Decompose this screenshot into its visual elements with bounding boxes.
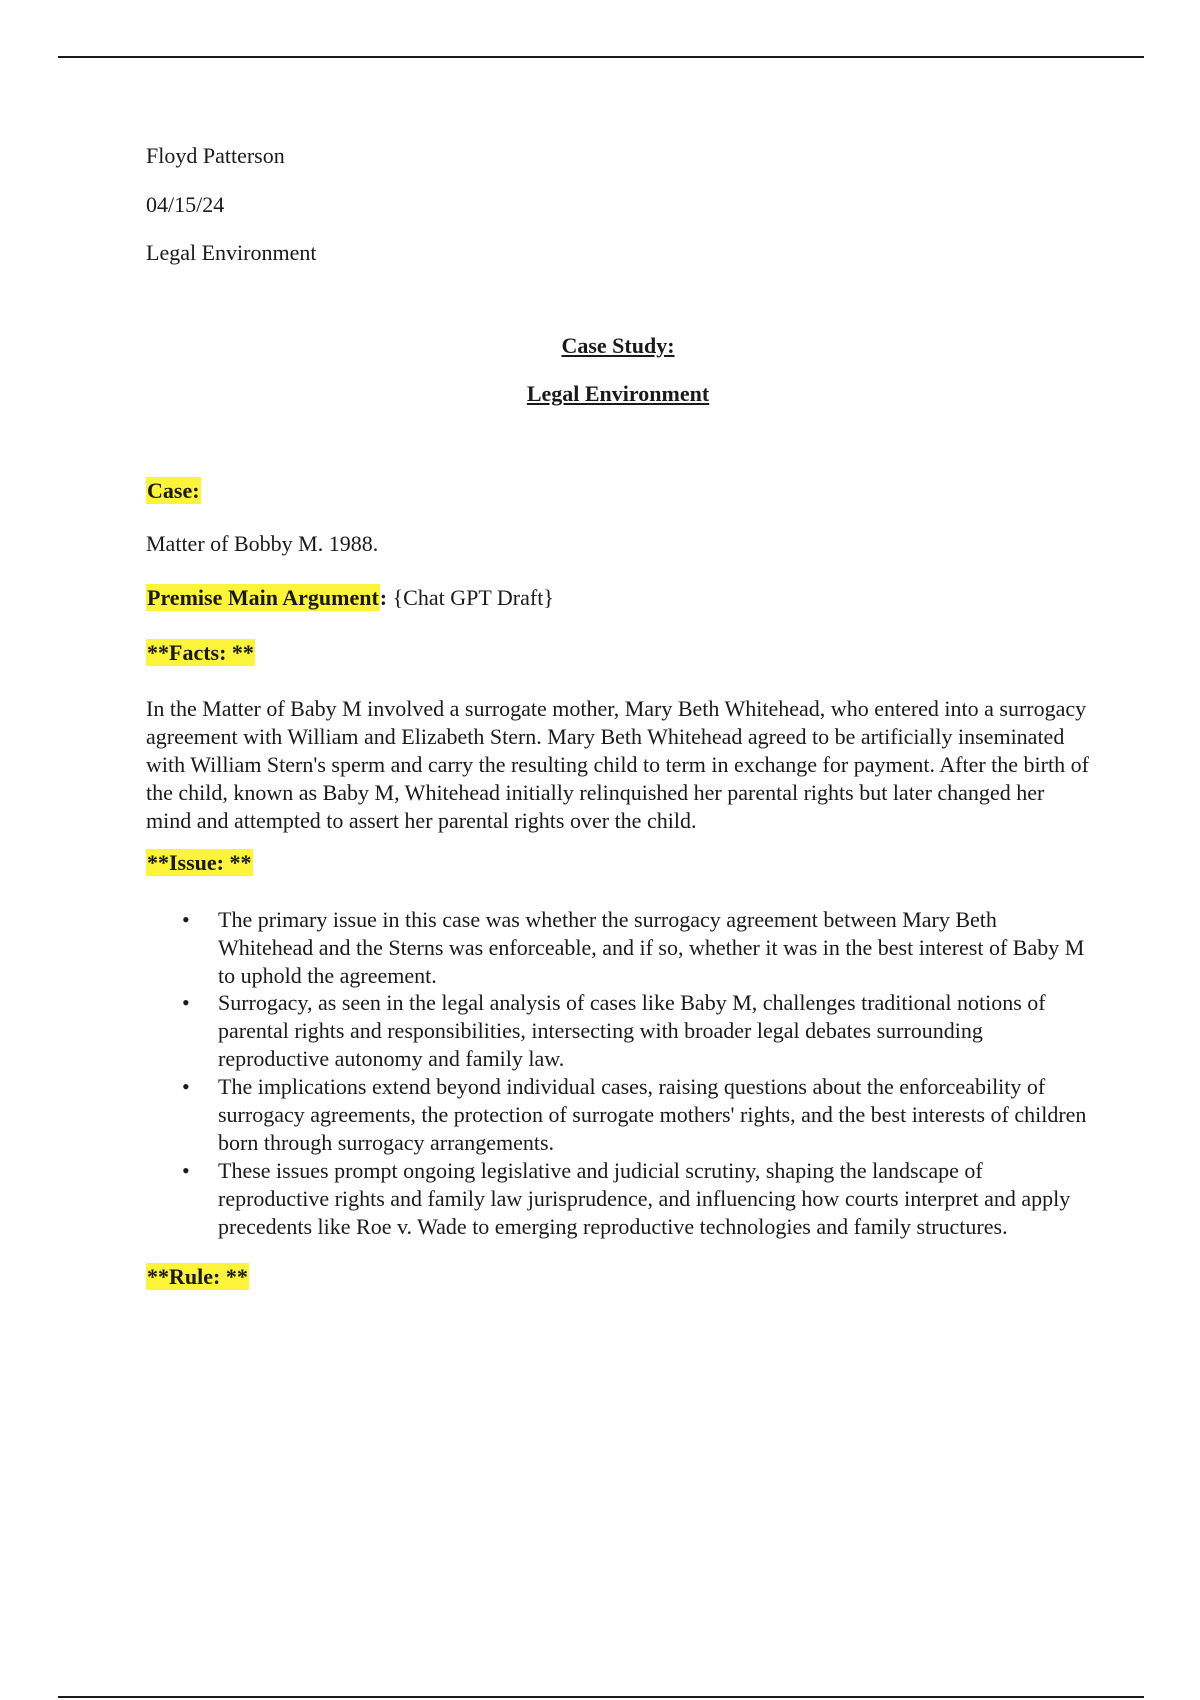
title-line-1: Case Study: xyxy=(561,332,675,358)
top-rule-line xyxy=(58,56,1144,58)
issue-item-text: Surrogacy, as seen in the legal analysis of cases like Baby M, challenges traditional notions of parental rights and responsibilities, intersecting with broader legal debates surrounding reproductive autonomy and family law. xyxy=(218,990,1046,1072)
case-heading xyxy=(146,477,1090,506)
course-name: Legal Environment xyxy=(146,240,317,266)
bottom-rule-line xyxy=(58,1696,1144,1698)
facts-heading xyxy=(146,639,1090,668)
bullet-icon: • xyxy=(182,1158,190,1184)
bullet-icon: • xyxy=(182,906,190,932)
document-date: 04/15/24 xyxy=(146,191,225,217)
bullet-icon: • xyxy=(182,990,190,1016)
facts-label: **Facts: ** xyxy=(147,639,254,665)
document-body xyxy=(146,142,1090,1291)
issue-item-text: The implications extend beyond individual cases, raising questions about the enforceability of surrogacy agreements, the protection of surrogate mothers' rights, and the best interests of children born through surrogacy arrangements. xyxy=(218,1074,1087,1156)
title-block xyxy=(146,332,1090,409)
issue-heading xyxy=(146,849,1090,878)
facts-paragraph: In the Matter of Baby M involved a surrogate mother, Mary Beth Whitehead, who entered into a surrogacy agreement with William and Elizabeth Stern. Mary Beth Whitehead agreed to be artificially inseminated with William Stern's sperm and carry the resulting child to term in exchange for payment. After the birth of the child, known as Baby M, Whitehead initially relinquished her parental rights but later changed her mind and attempted to assert her parental rights over the child. xyxy=(146,696,1089,834)
issue-item-text: The primary issue in this case was whether the surrogacy agreement between Mary Beth Whitehead and the Sterns was enforceable, and if so, whether it was in the best interest of Baby M to uphold the agreement. xyxy=(218,906,1085,988)
issue-list xyxy=(146,906,1090,1241)
premise-heading xyxy=(146,584,1090,613)
premise-note: {Chat GPT Draft} xyxy=(387,585,554,611)
rule-heading xyxy=(146,1263,1090,1292)
premise-colon: : xyxy=(379,585,388,611)
case-label: Case: xyxy=(147,477,200,503)
bullet-icon: • xyxy=(182,1074,190,1100)
premise-label: Premise Main Argument xyxy=(147,585,379,611)
issue-list-item xyxy=(182,1073,1090,1157)
issue-list-item xyxy=(182,906,1090,990)
issue-item-text: These issues prompt ongoing legislative and judicial scrutiny, shaping the landscape of reproductive rights and family law jurisprudence, and influencing how courts interpret and apply precedents like Roe v. Wade to emerging reproductive technologies and family structures. xyxy=(218,1158,1071,1239)
issue-list-item xyxy=(182,989,1090,1073)
author-name: Floyd Patterson xyxy=(146,143,285,168)
issue-label: **Issue: ** xyxy=(147,850,252,876)
rule-label: **Rule: ** xyxy=(147,1263,248,1289)
title-line-2: Legal Environment xyxy=(526,381,710,407)
case-name: Matter of Bobby M. 1988. xyxy=(146,530,379,556)
issue-list-item xyxy=(182,1157,1090,1241)
